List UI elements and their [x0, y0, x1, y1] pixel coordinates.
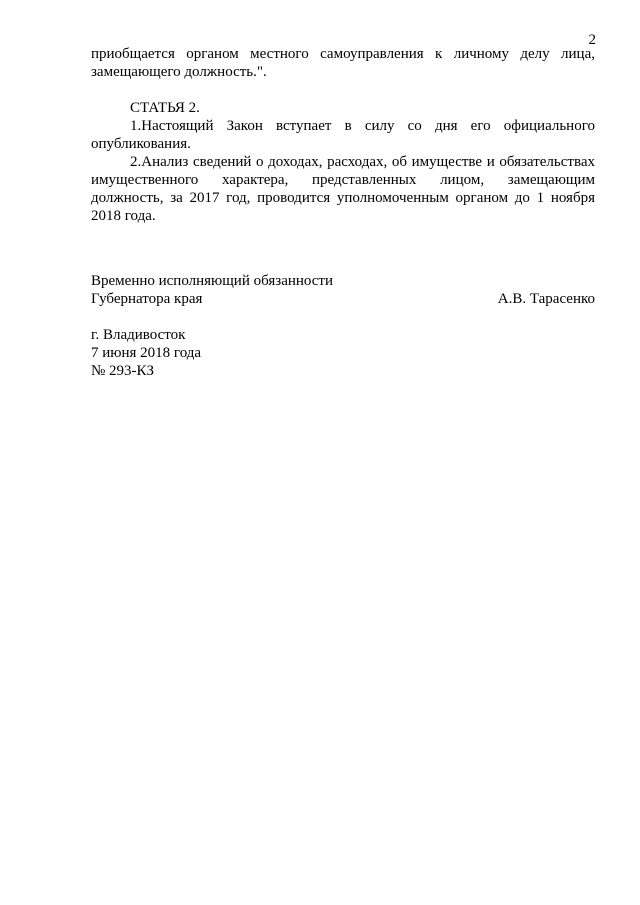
place-of-signing: г. Владивосток	[91, 327, 186, 343]
article-heading: СТАТЬЯ 2.	[130, 100, 200, 116]
text-line: приобщается органом местного самоуправления к личному делу лица,	[91, 46, 595, 62]
continuation-paragraph	[91, 45, 595, 81]
text-line: опубликования.	[91, 136, 191, 152]
text-line: должность, за 2017 год, проводится уполномоченным органом до 1 ноября	[91, 190, 595, 206]
article-paragraph-2	[91, 153, 595, 225]
text-line: 1.Настоящий Закон вступает в силу со дня его официального	[130, 118, 595, 134]
signature-position-line-1	[91, 272, 595, 290]
text-line: имущественного характера, представленных лицом, замещающим	[91, 172, 595, 188]
page-number: 2	[588, 32, 596, 48]
text-line: замещающего должность.".	[91, 64, 267, 80]
text-line: 2.Анализ сведений о доходах, расходах, об имуществе и обязательствах	[130, 154, 595, 170]
document-footer	[91, 326, 595, 380]
signature-row	[91, 290, 595, 308]
signature-position-2: Губернатора края	[91, 291, 203, 307]
text-line: 2018 года.	[91, 208, 156, 224]
signature-position: Временно исполняющий обязанности	[91, 273, 334, 289]
article-paragraph-1	[91, 117, 595, 153]
signatory-name: А.В. Тарасенко	[497, 291, 595, 307]
signing-date: 7 июня 2018 года	[91, 345, 202, 361]
law-number: № 293-КЗ	[91, 363, 155, 379]
